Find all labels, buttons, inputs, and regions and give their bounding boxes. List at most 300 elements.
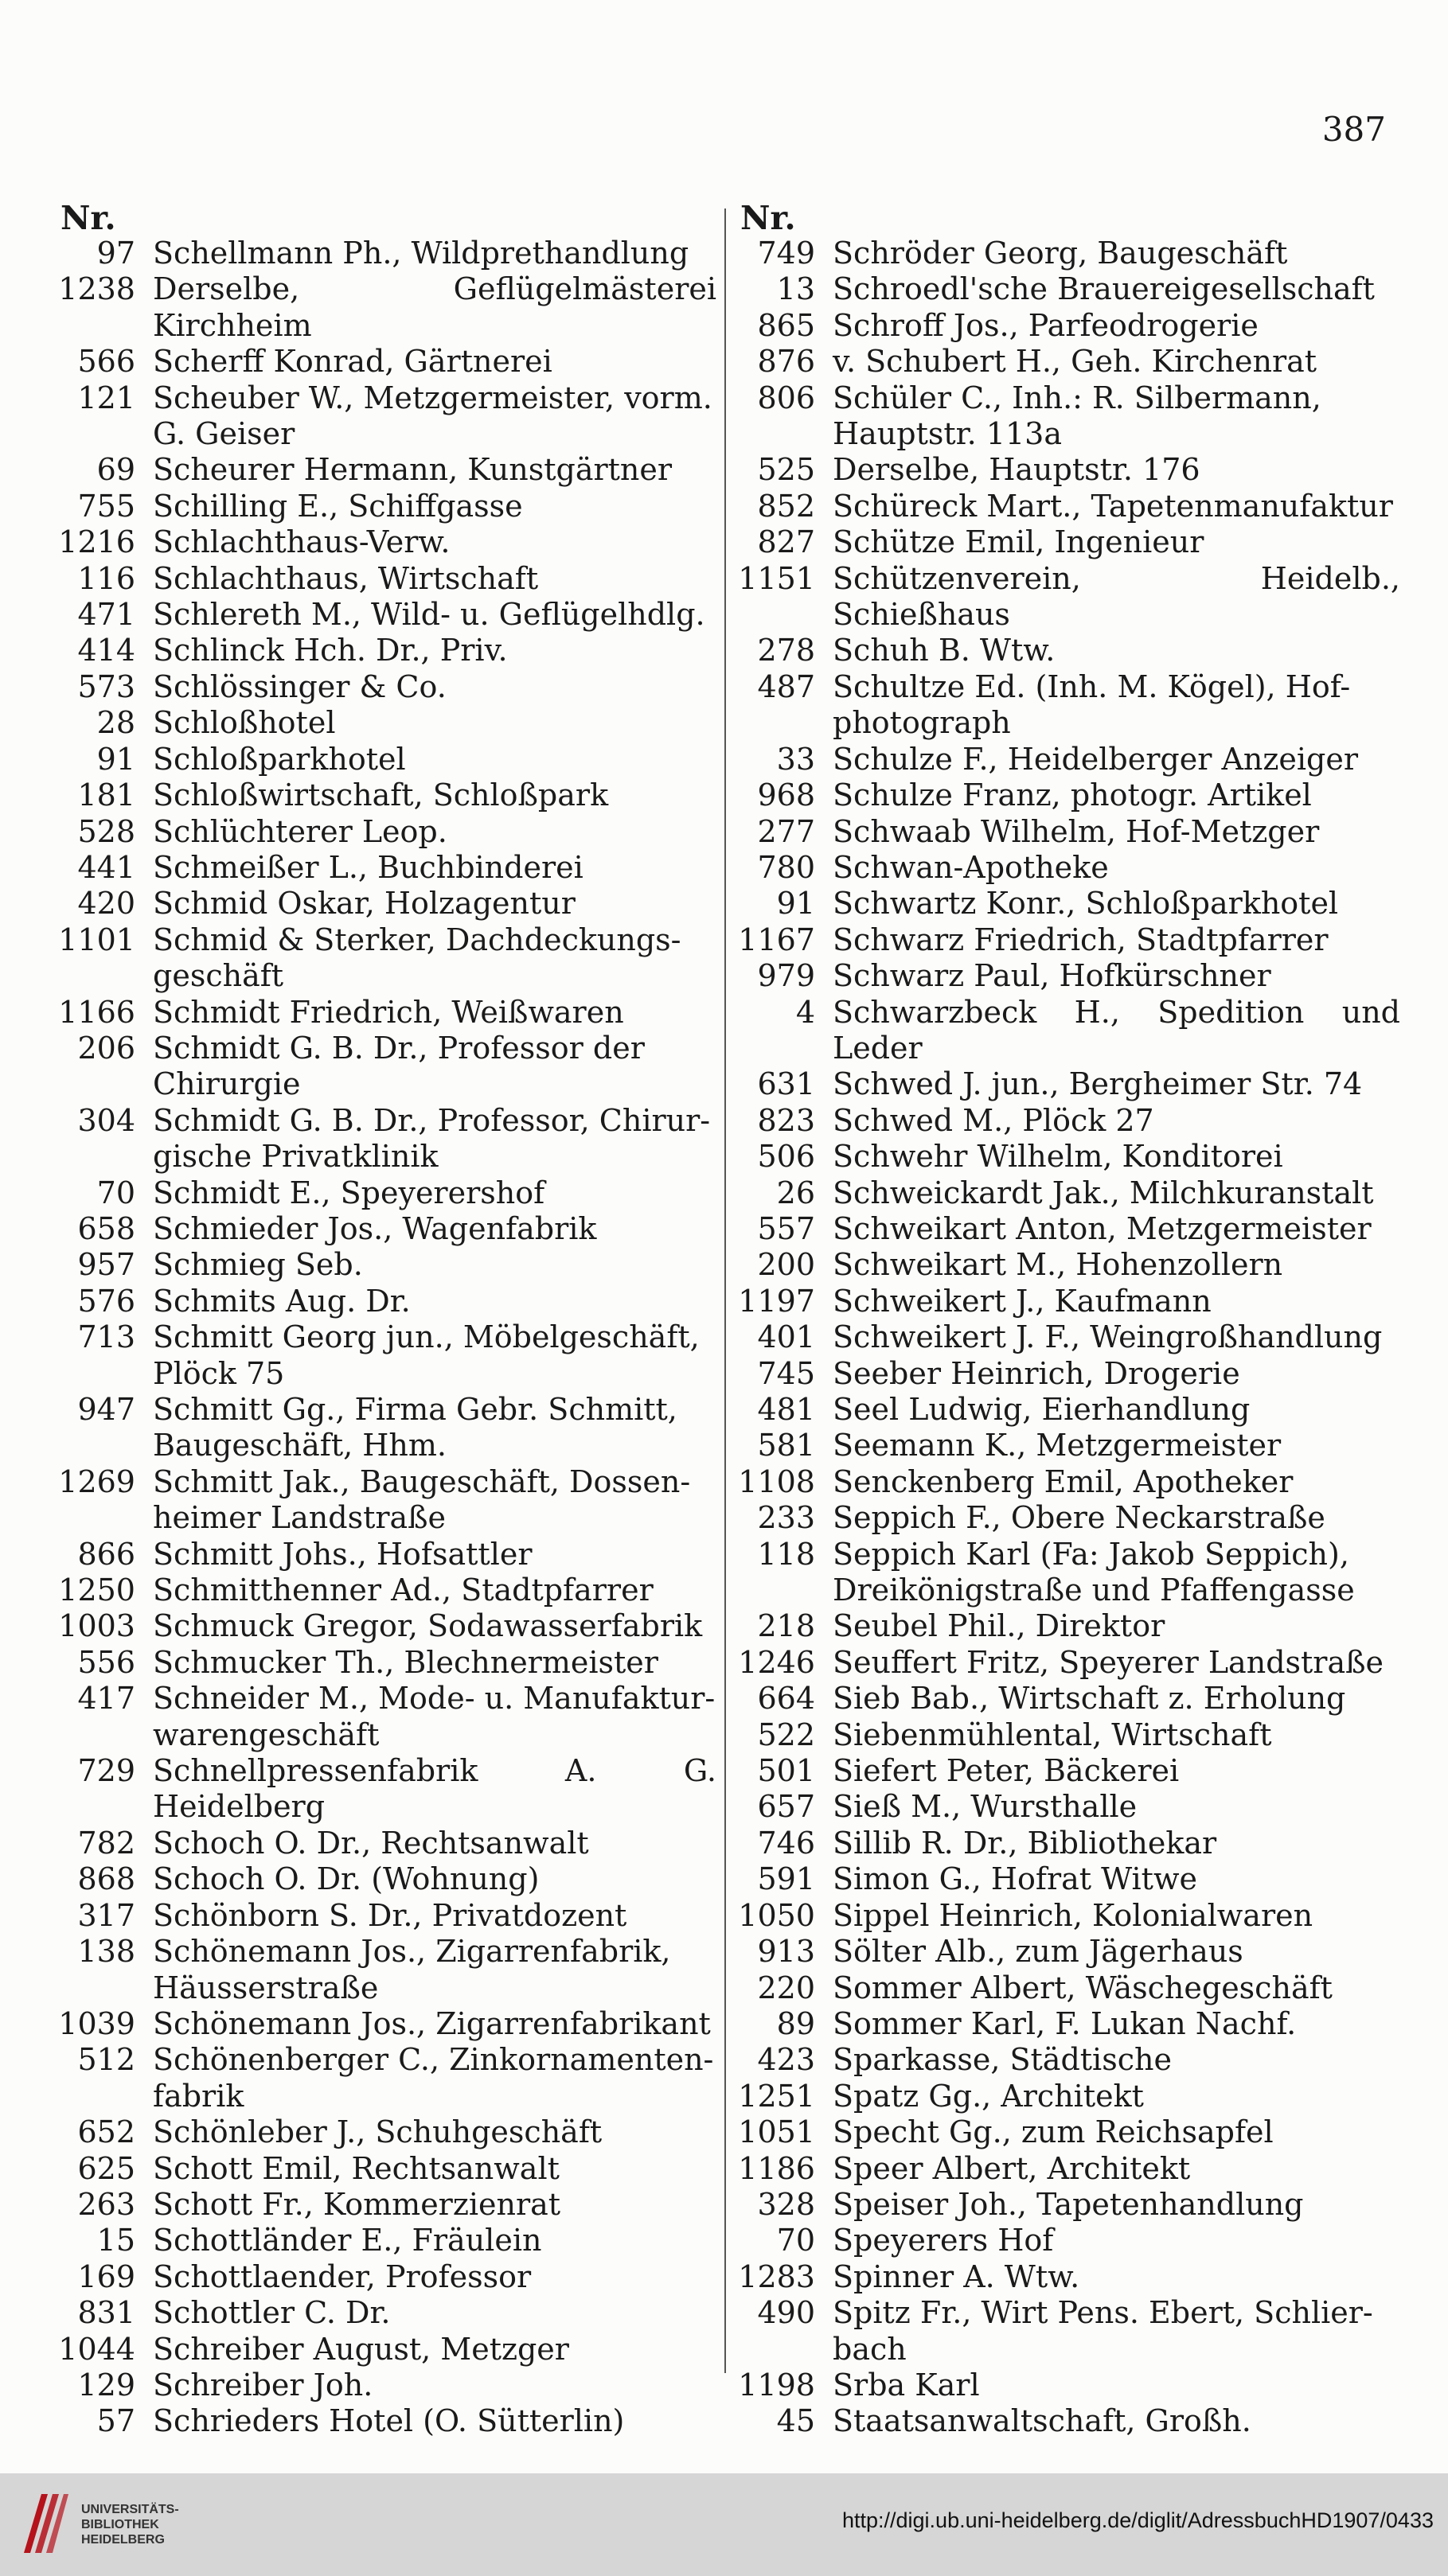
entry-text: v. Schubert H., Geh. Kirchenrat — [833, 344, 1317, 380]
directory-entry — [48, 1645, 716, 1681]
entry-text: Schmieder Jos., Wagenfabrik — [153, 1210, 597, 1246]
directory-entry — [48, 1898, 716, 1934]
entry-number: 512 — [77, 2042, 135, 2078]
entry-number: 664 — [757, 1681, 815, 1717]
directory-entry — [728, 2295, 1400, 2331]
directory-entry — [48, 2295, 716, 2331]
directory-entry — [48, 1284, 716, 1319]
directory-entry — [48, 1608, 716, 1644]
entry-number: 1246 — [738, 1644, 815, 1680]
entry-text: Senckenberg Emil, Apotheker — [833, 1463, 1294, 1499]
directory-entry — [48, 1970, 716, 2006]
entry-number: 968 — [757, 777, 815, 813]
directory-entry — [728, 2223, 1400, 2258]
entry-number — [48, 1356, 153, 1392]
directory-entry — [728, 344, 1400, 380]
entry-number: 506 — [757, 1139, 815, 1175]
directory-entry — [728, 814, 1400, 850]
entry-number: 866 — [77, 1536, 135, 1572]
entry-text: Siebenmühlental, Wirtschaft — [833, 1717, 1272, 1752]
entry-text: Dreikönigstraße und Pfaffengasse — [833, 1572, 1355, 1608]
entry-text: G. Geiser — [153, 416, 295, 452]
directory-entry — [48, 1031, 716, 1066]
entry-number: 1250 — [58, 1572, 135, 1608]
directory-entry — [48, 1537, 716, 1572]
entry-number — [48, 1139, 153, 1175]
directory-entry — [48, 2114, 716, 2150]
directory-entry — [48, 1392, 716, 1428]
entry-text: Schmitt Gg., Firma Gebr. Schmitt, — [153, 1392, 677, 1427]
entry-text: Schmits Aug. Dr. — [153, 1283, 411, 1319]
entry-text: Spatz Gg., Architekt — [833, 2078, 1144, 2114]
entry-text: Seppich F., Obere Neckarstraße — [833, 1500, 1325, 1536]
entry-text: Baugeschäft, Hhm. — [153, 1428, 447, 1463]
directory-entry — [48, 1934, 716, 1970]
entry-number: 15 — [96, 2223, 135, 2258]
entry-number: 501 — [757, 1753, 815, 1789]
entry-number: 423 — [757, 2042, 815, 2078]
directory-entry — [48, 344, 716, 380]
entry-number: 487 — [757, 668, 815, 704]
entry-text: Derselbe, Hauptstr. 176 — [833, 452, 1200, 488]
entry-text: Schwartz Konr., Schloßparkhotel — [833, 886, 1339, 922]
entry-number: 138 — [77, 1934, 135, 1970]
entry-number — [48, 958, 153, 994]
entry-number: 1216 — [58, 524, 135, 560]
entry-number: 1003 — [58, 1608, 135, 1644]
entry-number: 91 — [96, 741, 135, 777]
entry-number: 1166 — [58, 994, 135, 1030]
entry-number: 116 — [77, 560, 135, 596]
library-logo-icon — [18, 2489, 70, 2558]
entry-text: geschäft — [153, 958, 284, 994]
directory-entry — [48, 2332, 716, 2368]
directory-entry — [48, 1572, 716, 1608]
entry-text: Schneider M., Mode- u. Manufaktur- — [153, 1681, 716, 1717]
entry-text: Speiser Joh., Tapetenhandlung — [833, 2186, 1304, 2222]
directory-entry — [728, 1861, 1400, 1897]
entry-number: 441 — [77, 849, 135, 885]
entry-number: 1197 — [738, 1283, 815, 1319]
entry-text: Hauptstr. 113a — [833, 416, 1062, 452]
entry-number: 70 — [776, 2223, 815, 2258]
entry-number: 97 — [96, 236, 135, 271]
directory-entry — [728, 1789, 1400, 1825]
entry-number: 827 — [757, 524, 815, 560]
entry-number: 528 — [77, 813, 135, 849]
directory-entry — [48, 669, 716, 705]
entry-text: Schreiber August, Metzger — [153, 2331, 569, 2367]
entry-text: fabrik — [153, 2078, 244, 2114]
directory-entry — [728, 1464, 1400, 1500]
directory-entry — [48, 2042, 716, 2078]
entry-number: 591 — [757, 1861, 815, 1897]
entry-number — [48, 416, 153, 452]
entry-text: Schulze Franz, photogr. Artikel — [833, 777, 1312, 813]
entry-text: Schönenberger C., Zinkornamenten- — [153, 2042, 714, 2078]
entry-text: Schlereth M., Wild- u. Geflügelhdlg. — [153, 597, 705, 633]
entry-number — [48, 1970, 153, 2006]
directory-entry — [728, 2403, 1400, 2439]
directory-entry — [48, 1861, 716, 1897]
entry-number: 304 — [77, 1102, 135, 1138]
entry-text: Schmitthenner Ad., Stadtpfarrer — [153, 1572, 654, 1608]
directory-entry — [48, 271, 716, 344]
entry-text: warengeschäft — [153, 1717, 380, 1752]
directory-entry — [48, 742, 716, 777]
entry-text: Sommer Albert, Wäschegeschäft — [833, 1970, 1333, 2005]
entry-number: 181 — [77, 777, 135, 813]
entry-number: 57 — [96, 2403, 135, 2439]
entry-text: Schmucker Th., Blechnermeister — [153, 1644, 658, 1680]
entry-text: Schönleber J., Schuhgeschäft — [153, 2114, 603, 2150]
entry-text: Schottler C. Dr. — [153, 2295, 391, 2331]
entry-text: Spinner A. Wtw. — [833, 2258, 1080, 2294]
entry-number: 1251 — [738, 2078, 815, 2114]
directory-entry — [728, 1103, 1400, 1139]
entry-number: 1051 — [738, 2114, 815, 2150]
entry-text: Schmid Oskar, Holzagentur — [153, 886, 576, 922]
entry-number: 91 — [776, 886, 815, 922]
column-divider — [724, 208, 726, 2373]
entry-text: Schröder Georg, Baugeschäft — [833, 236, 1288, 271]
entry-number: 658 — [77, 1210, 135, 1246]
entry-number — [48, 1717, 153, 1753]
entry-text: Schlachthaus, Wirtschaft — [153, 560, 539, 596]
directory-entry — [728, 236, 1400, 271]
entry-number: 218 — [757, 1608, 815, 1644]
directory-entry — [728, 2332, 1400, 2368]
directory-entry — [728, 1537, 1400, 1572]
library-name-line: UNIVERSITÄTS- — [81, 2503, 179, 2516]
directory-entry — [728, 922, 1400, 958]
entry-text: Schrieders Hotel (O. Sütterlin) — [153, 2403, 625, 2439]
directory-entry — [48, 1428, 716, 1463]
entry-number: 1050 — [738, 1897, 815, 1933]
entry-text: Siefert Peter, Bäckerei — [833, 1753, 1180, 1789]
entry-number: 868 — [77, 1861, 135, 1897]
directory-entry — [48, 416, 716, 452]
entry-number: 414 — [77, 633, 135, 668]
directory-entry — [48, 380, 716, 416]
directory-entry — [728, 958, 1400, 994]
directory-entry — [48, 236, 716, 271]
entry-text: Simon G., Hofrat Witwe — [833, 1861, 1197, 1897]
entry-number: 1039 — [58, 2005, 135, 2041]
directory-entry — [48, 2151, 716, 2187]
directory-entry — [728, 669, 1400, 705]
entry-number: 28 — [96, 705, 135, 741]
left-column — [48, 201, 716, 2440]
entry-number: 1198 — [738, 2367, 815, 2403]
entry-text: Schlachthaus-Verw. — [153, 524, 451, 560]
entry-text: Srba Karl — [833, 2367, 980, 2403]
directory-entry — [48, 814, 716, 850]
directory-entry — [728, 1753, 1400, 1789]
directory-entry — [728, 1826, 1400, 1861]
entry-text: Schweickardt Jak., Milchkuranstalt — [833, 1175, 1374, 1210]
entry-text: Schott Fr., Kommerzienrat — [153, 2186, 561, 2222]
entry-text: Schwehr Wilhelm, Konditorei — [833, 1139, 1283, 1175]
entry-text: Schultze Ed. (Inh. M. Kögel), Hof- — [833, 668, 1351, 704]
entry-text: Schwan-Apotheke — [833, 849, 1109, 885]
entry-text: Schoch O. Dr. (Wohnung) — [153, 1861, 540, 1897]
entry-text: Sparkasse, Städtische — [833, 2042, 1172, 2078]
entry-text: Schulze F., Heidelberger Anzeiger — [833, 741, 1359, 777]
entry-number: 806 — [757, 380, 815, 415]
directory-entry — [728, 2368, 1400, 2403]
directory-entry — [48, 995, 716, 1031]
entry-text: Schmieg Seb. — [153, 1247, 363, 1283]
entry-number: 26 — [776, 1175, 815, 1210]
entry-number: 576 — [77, 1283, 135, 1319]
entry-number: 420 — [77, 886, 135, 922]
entry-number: 746 — [757, 1825, 815, 1861]
directory-entry — [728, 1681, 1400, 1717]
entry-number: 1238 — [58, 271, 135, 307]
entry-text: Speer Albert, Architekt — [833, 2150, 1191, 2186]
entry-text: Häusserstraße — [153, 1970, 379, 2005]
entry-number: 625 — [77, 2150, 135, 2186]
entry-text: Schmid & Sterker, Dachdeckungs- — [153, 922, 681, 957]
entry-number: 33 — [776, 741, 815, 777]
entry-text: Derselbe, Geflügelmästerei Kirchheim — [153, 271, 716, 343]
entry-number: 490 — [757, 2295, 815, 2331]
directory-entry — [728, 1572, 1400, 1608]
entry-number: 1167 — [738, 922, 815, 957]
entry-text: Seeber Heinrich, Drogerie — [833, 1355, 1240, 1391]
directory-entry — [728, 2114, 1400, 2150]
entry-text: Seel Ludwig, Eierhandlung — [833, 1392, 1251, 1427]
entry-text: Specht Gg., zum Reichsapfel — [833, 2114, 1274, 2150]
entry-number: 947 — [77, 1392, 135, 1427]
entry-text: Schlüchterer Leop. — [153, 813, 447, 849]
entry-number: 1101 — [58, 922, 135, 957]
entry-number: 89 — [776, 2005, 815, 2041]
directory-entry — [48, 1066, 716, 1102]
entry-number: 220 — [757, 1970, 815, 2005]
entry-number: 206 — [77, 1030, 135, 1066]
entry-number: 876 — [757, 344, 815, 380]
directory-entry — [48, 1175, 716, 1211]
directory-entry — [48, 561, 716, 597]
entry-number: 713 — [77, 1319, 135, 1355]
entry-number: 652 — [77, 2114, 135, 2150]
directory-entry — [728, 380, 1400, 416]
directory-entry — [48, 2187, 716, 2223]
entry-text: photograph — [833, 705, 1011, 741]
entry-number — [48, 2079, 153, 2114]
entry-text: Schmidt Friedrich, Weißwaren — [153, 994, 624, 1030]
entry-text: Scheurer Hermann, Kunstgärtner — [153, 452, 673, 488]
directory-entry — [48, 1103, 716, 1139]
directory-entry — [728, 1139, 1400, 1175]
entry-number — [728, 2332, 833, 2368]
directory-entry — [728, 1211, 1400, 1247]
directory-entry — [48, 597, 716, 633]
entry-text: Schmidt G. B. Dr., Professor, Chirur- — [153, 1102, 711, 1138]
entry-text: Seppich Karl (Fa: Jakob Seppich), — [833, 1536, 1349, 1572]
directory-entry — [48, 2368, 716, 2403]
entry-number: 1186 — [738, 2150, 815, 2186]
entry-number: 957 — [77, 1247, 135, 1283]
directory-entry — [728, 995, 1400, 1067]
entry-number: 118 — [757, 1536, 815, 1572]
entry-text: Seemann K., Metzgermeister — [833, 1428, 1282, 1463]
entry-number: 1151 — [738, 560, 815, 596]
directory-entry — [728, 1247, 1400, 1283]
entry-text: Seubel Phil., Direktor — [833, 1608, 1165, 1644]
entry-text: Schweikart Anton, Metzgermeister — [833, 1210, 1372, 1246]
directory-entry — [728, 308, 1400, 344]
directory-entry — [48, 705, 716, 741]
library-footer — [0, 2473, 1448, 2576]
directory-entry — [728, 1175, 1400, 1211]
entry-text: Schlinck Hch. Dr., Priv. — [153, 633, 508, 668]
entry-text: Schüreck Mart., Tapetenmanufaktur — [833, 488, 1393, 524]
entry-number: 121 — [77, 380, 135, 415]
directory-entry — [728, 2042, 1400, 2078]
entry-text: Scherff Konrad, Gärtnerei — [153, 344, 552, 380]
entry-text: Schlössinger & Co. — [153, 668, 447, 704]
directory-entry — [728, 489, 1400, 524]
directory-entry — [48, 922, 716, 958]
entry-text: Schott Emil, Rechtsanwalt — [153, 2150, 560, 2186]
directory-entry — [48, 633, 716, 668]
entry-text: Sölter Alb., zum Jägerhaus — [833, 1934, 1243, 1970]
entry-text: Sommer Karl, F. Lukan Nachf. — [833, 2005, 1297, 2041]
entry-text: Schwaab Wilhelm, Hof-Metzger — [833, 813, 1320, 849]
entry-number — [728, 705, 833, 741]
entry-text: Schmitt Georg jun., Möbelgeschäft, — [153, 1319, 700, 1355]
directory-entry — [728, 1392, 1400, 1428]
column-header: Nr. — [60, 199, 116, 237]
entry-number: 1283 — [738, 2258, 815, 2294]
entry-text: Schottlaender, Professor — [153, 2258, 532, 2294]
entry-list — [48, 236, 716, 2440]
entry-number: 263 — [77, 2186, 135, 2222]
entry-number: 1269 — [58, 1463, 135, 1499]
column-header: Nr. — [740, 199, 796, 237]
entry-text: gische Privatklinik — [153, 1139, 439, 1175]
entry-text: Schellmann Ph., Wildprethandlung — [153, 236, 689, 271]
entry-number: 782 — [77, 1825, 135, 1861]
entry-number: 4 — [795, 994, 815, 1030]
entry-text: Schmidt E., Speyerershof — [153, 1175, 545, 1210]
entry-number: 865 — [757, 307, 815, 343]
directory-entry — [728, 1717, 1400, 1753]
directory-entry — [48, 1356, 716, 1392]
entry-number: 417 — [77, 1681, 135, 1717]
entry-text: Schweikert J., Kaufmann — [833, 1283, 1212, 1319]
entry-number: 657 — [757, 1789, 815, 1825]
directory-entry — [48, 1826, 716, 1861]
directory-entry — [728, 1645, 1400, 1681]
directory-entry — [728, 705, 1400, 741]
entry-text: Chirurgie — [153, 1066, 301, 1102]
entry-text: Sillib R. Dr., Bibliothekar — [833, 1825, 1217, 1861]
entry-number: 749 — [757, 236, 815, 271]
directory-entry — [728, 452, 1400, 488]
directory-entry — [728, 524, 1400, 560]
entry-number: 852 — [757, 488, 815, 524]
directory-entry — [48, 2403, 716, 2439]
entry-text: Schilling E., Schiffgasse — [153, 488, 523, 524]
directory-entry — [728, 561, 1400, 633]
entry-text: Schreiber Joh. — [153, 2367, 373, 2403]
entry-number: 823 — [757, 1102, 815, 1138]
directory-entry — [48, 1211, 716, 1247]
entry-text: Schloßwirtschaft, Schloßpark — [153, 777, 609, 813]
directory-entry — [728, 2151, 1400, 2187]
entry-list — [728, 236, 1400, 2440]
entry-text: Schmuck Gregor, Sodawasserfabrik — [153, 1608, 703, 1644]
directory-entry — [48, 886, 716, 922]
entry-number: 277 — [757, 813, 815, 849]
entry-number: 566 — [77, 344, 135, 380]
directory-entry — [728, 1898, 1400, 1934]
entry-text: Sieb Bab., Wirtschaft z. Erholung — [833, 1681, 1346, 1717]
entry-number: 557 — [757, 1210, 815, 1246]
entry-text: Spitz Fr., Wirt Pens. Ebert, Schlier- — [833, 2295, 1373, 2331]
entry-number: 200 — [757, 1247, 815, 1283]
entry-number: 755 — [77, 488, 135, 524]
entry-number: 471 — [77, 597, 135, 633]
directory-entry — [728, 850, 1400, 886]
entry-number: 233 — [757, 1500, 815, 1536]
entry-text: Schoch O. Dr., Rechtsanwalt — [153, 1825, 589, 1861]
directory-entry — [728, 1319, 1400, 1355]
entry-number: 401 — [757, 1319, 815, 1355]
entry-text: Schütze Emil, Ingenieur — [833, 524, 1204, 560]
directory-entry — [728, 2079, 1400, 2114]
directory-entry — [728, 886, 1400, 922]
entry-text: Speyerers Hof — [833, 2223, 1054, 2258]
directory-entry — [48, 1717, 716, 1753]
entry-number: 317 — [77, 1897, 135, 1933]
entry-number: 129 — [77, 2367, 135, 2403]
entry-number: 979 — [757, 958, 815, 994]
entry-text: Schwed J. jun., Bergheimer Str. 74 — [833, 1066, 1363, 1102]
entry-text: Schönborn S. Dr., Privatdozent — [153, 1897, 627, 1933]
entry-number — [48, 1066, 153, 1102]
directory-entry — [48, 2006, 716, 2042]
entry-text: Schloßparkhotel — [153, 741, 406, 777]
directory-entry — [48, 452, 716, 488]
entry-number: 70 — [96, 1175, 135, 1210]
entry-number: 13 — [776, 271, 815, 307]
entry-text: Schmeißer L., Buchbinderei — [153, 849, 583, 885]
entry-number: 913 — [757, 1934, 815, 1970]
entry-text: Sieß M., Wursthalle — [833, 1789, 1138, 1825]
entry-text: heimer Landstraße — [153, 1500, 447, 1536]
directory-entry — [728, 633, 1400, 668]
entry-text: Scheuber W., Metzgermeister, vorm. — [153, 380, 712, 415]
directory-entry — [728, 1428, 1400, 1463]
source-url-link[interactable]: http://digi.ub.uni-heidelberg.de/diglit/AdressbuchHD1907/0433 — [841, 2508, 1434, 2532]
entry-text: Schloßhotel — [153, 705, 336, 741]
entry-number: 45 — [776, 2403, 815, 2439]
directory-entry — [728, 1356, 1400, 1392]
entry-number: 745 — [757, 1355, 815, 1391]
directory-entry — [48, 489, 716, 524]
entry-number: 831 — [77, 2295, 135, 2331]
entry-text: Schwarzbeck H., Spedition und Leder — [833, 994, 1400, 1066]
entry-number: 328 — [757, 2186, 815, 2222]
entry-number: 522 — [757, 1717, 815, 1752]
library-name-line: HEIDELBERG — [81, 2533, 165, 2547]
entry-text: Schroff Jos., Parfeodrogerie — [833, 307, 1259, 343]
